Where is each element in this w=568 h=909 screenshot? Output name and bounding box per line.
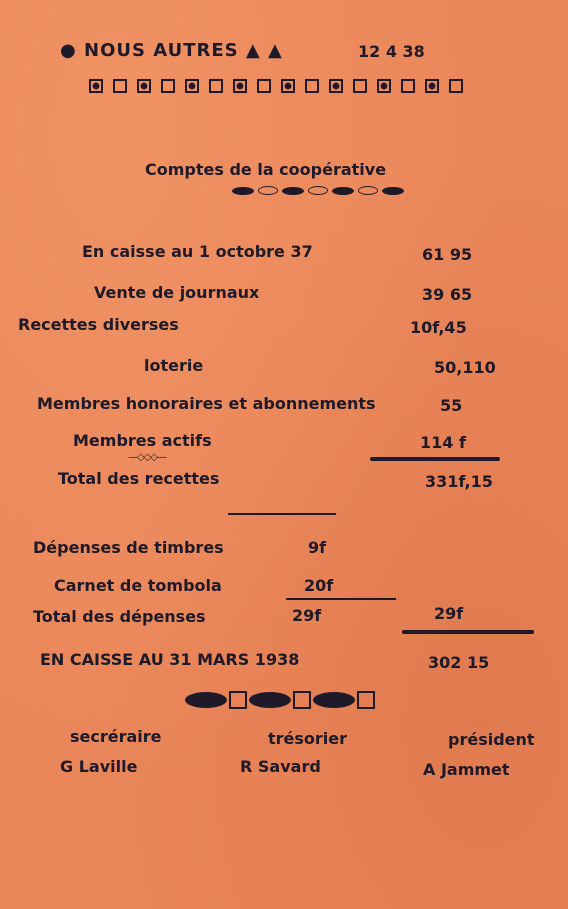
balance-amount: 302 15: [428, 653, 490, 672]
receipt-label: loterie: [144, 356, 204, 375]
divider-ornament: —◇◇◇—: [128, 452, 167, 463]
signature-role: président: [448, 730, 535, 749]
closing-ornament: [185, 689, 377, 709]
header-date: 12 4 38: [358, 42, 425, 61]
title-ornament: [230, 180, 406, 199]
signature-name: G Laville: [60, 757, 138, 776]
receipt-amount: 114 f: [420, 433, 466, 452]
sum-rule: [370, 457, 500, 461]
signature-role: secréraire: [70, 727, 162, 746]
receipt-label: Membres honoraires et abonnements: [37, 394, 376, 413]
total-expenses-amount-right: 29f: [434, 604, 464, 623]
total-expenses-label: Total des dépenses: [33, 607, 206, 626]
balance-label: EN CAISSE AU 31 MARS 1938: [40, 650, 300, 669]
signature-name: R Savard: [240, 757, 321, 776]
expense-amount: 20f: [304, 576, 334, 595]
sum-rule: [286, 598, 396, 600]
expense-label: Dépenses de timbres: [33, 538, 224, 557]
hat-ornament: ▲: [268, 40, 283, 61]
expense-amount: 9f: [308, 538, 327, 557]
total-receipts-amount: 331f,15: [425, 472, 493, 491]
receipt-amount: 10f,45: [410, 318, 467, 337]
header-ornament: ●: [60, 40, 77, 61]
receipt-amount: 39 65: [422, 285, 473, 304]
receipt-amount: 50,110: [434, 358, 496, 377]
section-title: Comptes de la coopérative: [145, 160, 387, 179]
receipt-label: Membres actifs: [73, 431, 212, 450]
receipt-label: Vente de journaux: [94, 283, 260, 302]
divider-line: [228, 513, 336, 515]
receipt-amount: 61 95: [422, 245, 473, 264]
sum-rule: [402, 630, 534, 634]
signature-name: A Jammet: [423, 760, 510, 779]
hat-ornament: ▲: [245, 40, 261, 61]
total-expenses-amount: 29f: [292, 606, 322, 625]
receipt-label: En caisse au 1 octobre 37: [82, 242, 313, 261]
signature-role: trésorier: [268, 729, 348, 748]
header-title: ● NOUS AUTRES ▲ ▲: [60, 40, 283, 61]
receipt-label: Recettes diverses: [18, 315, 179, 334]
receipt-amount: 55: [440, 396, 463, 415]
total-receipts-label: Total des recettes: [58, 469, 220, 488]
ornament-row: [84, 78, 468, 97]
expense-label: Carnet de tombola: [54, 576, 222, 595]
